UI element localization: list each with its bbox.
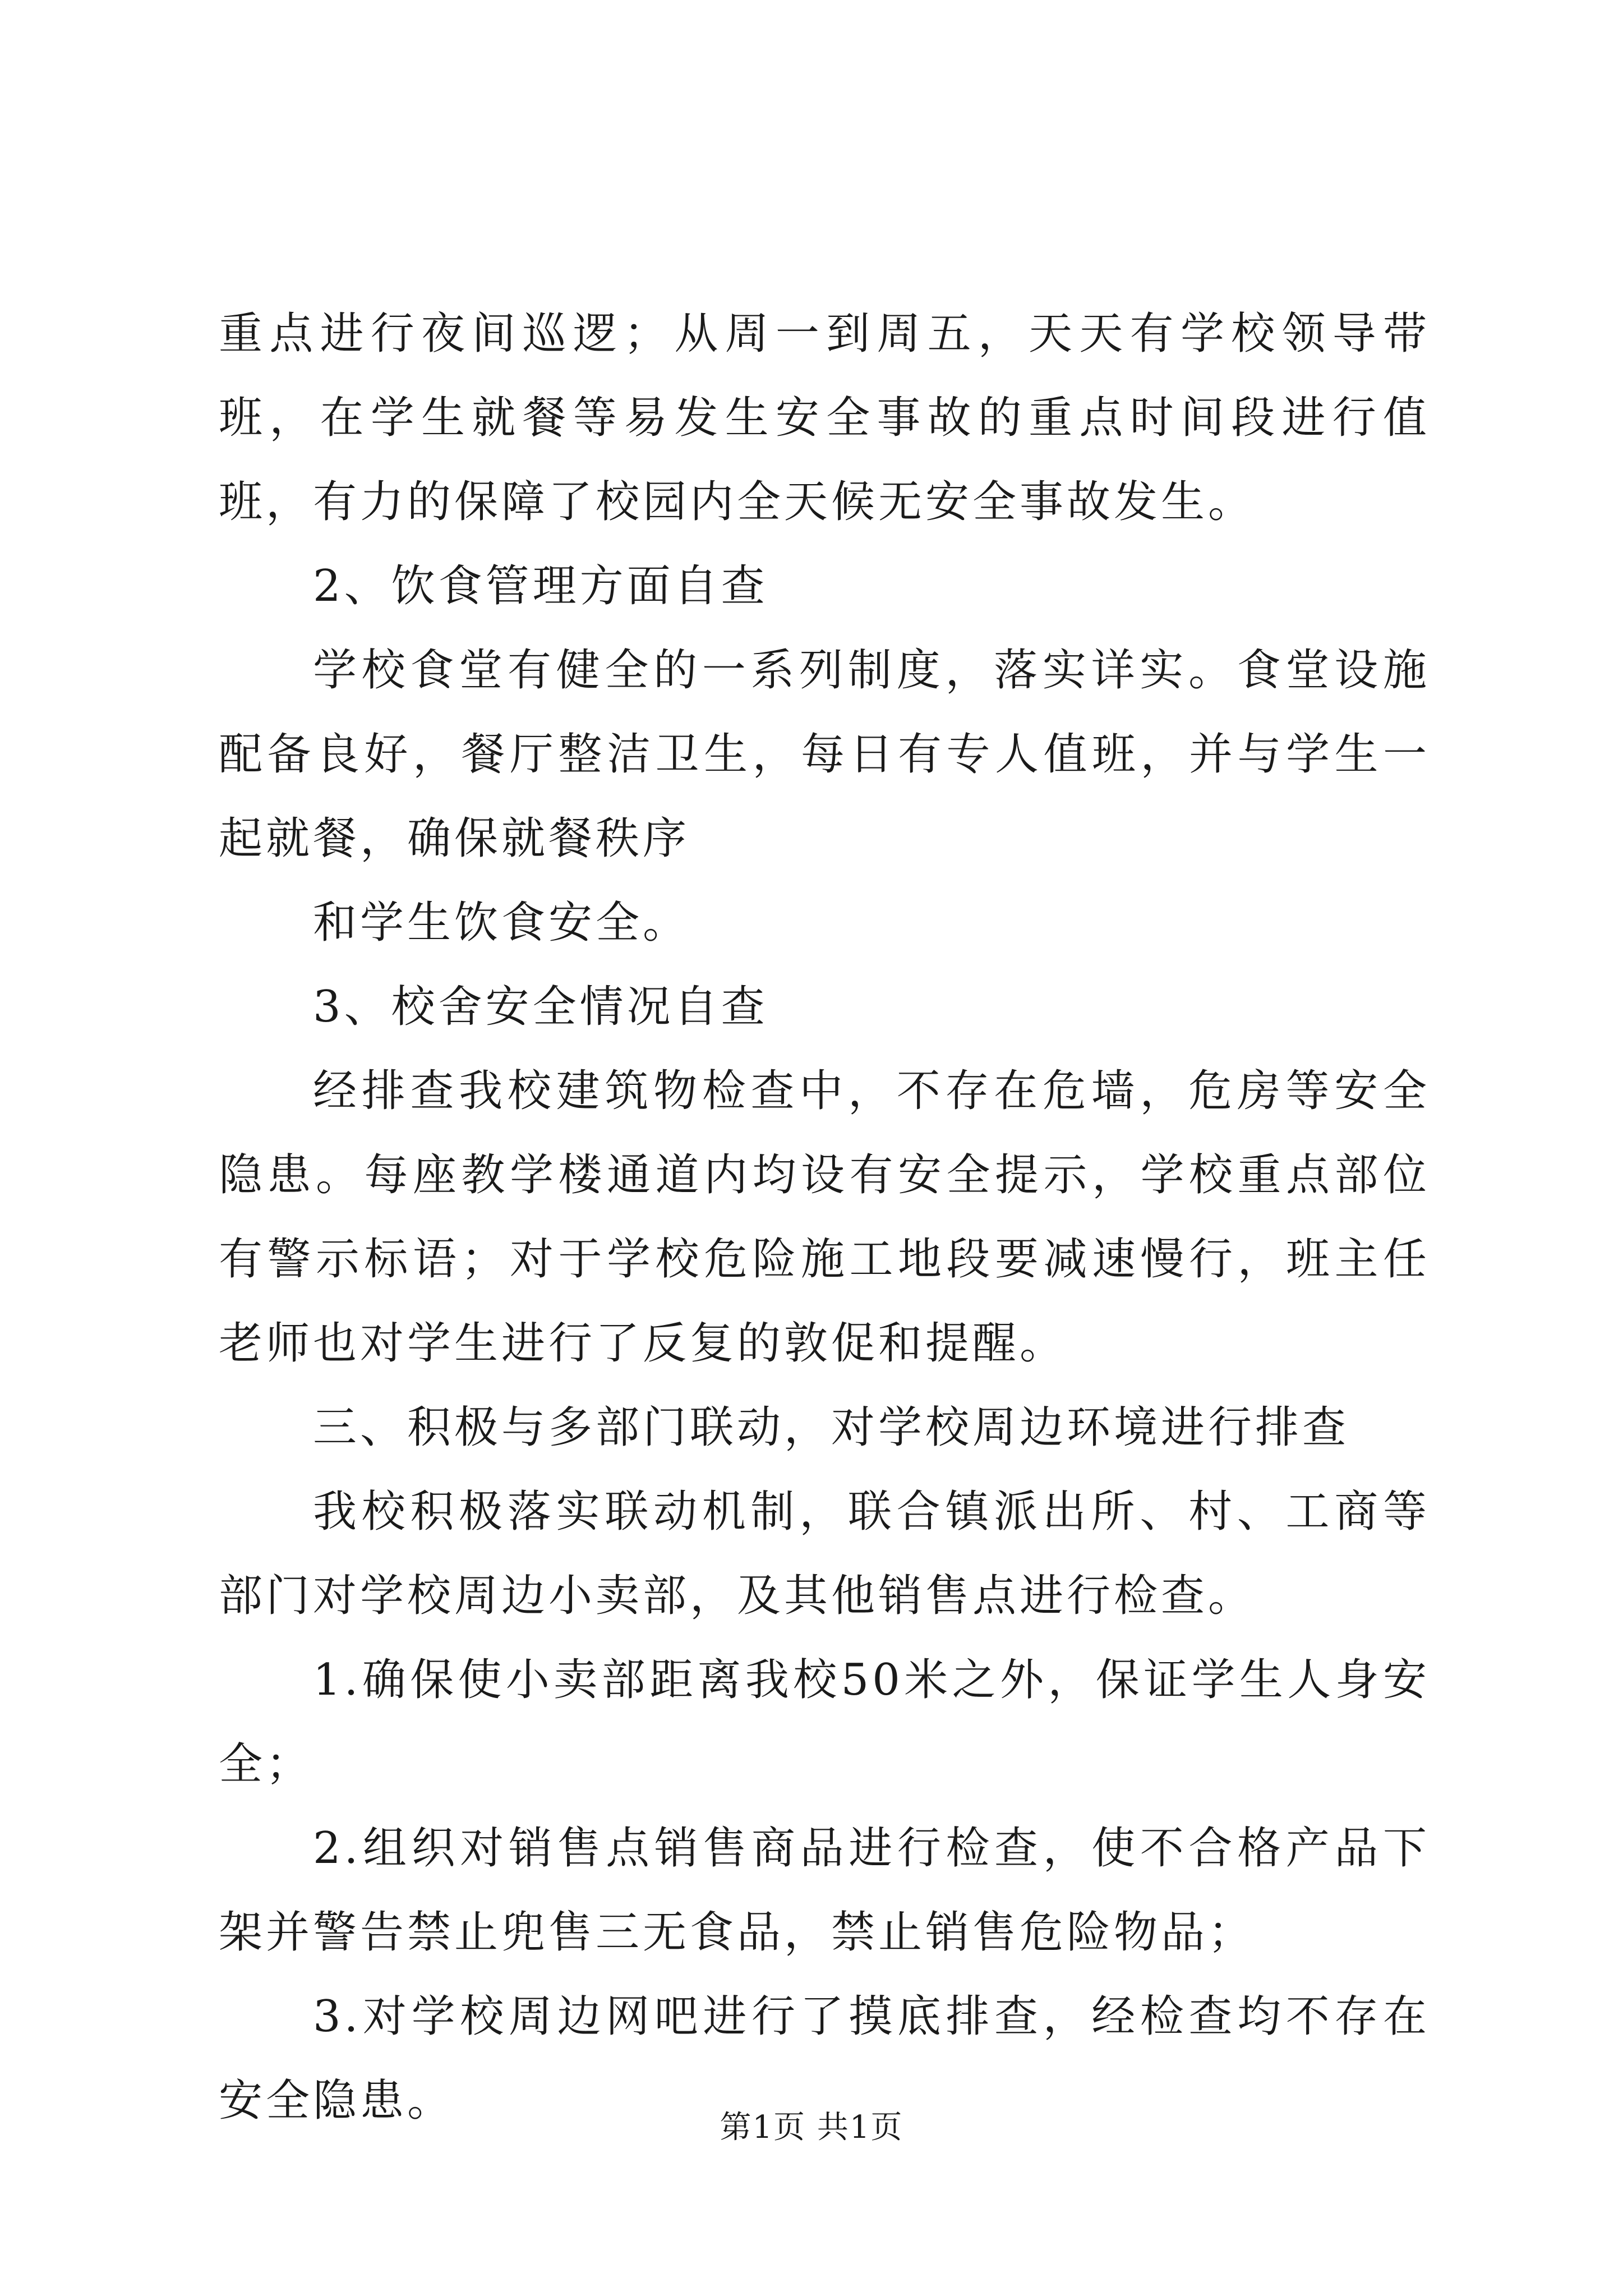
paragraph-canteen: 学校食堂有健全的一系列制度，落实详实。食堂设施配备良好，餐厅整洁卫生，每日有专人值班，并与学生一起就餐，确保就餐秩序 (219, 645, 1430, 864)
list-item-1: 1.确保使小卖部距离我校50米之外，保证学生人身安全； (219, 1655, 1430, 1789)
list-item-3: 3.对学校周边网吧进行了摸底排查，经检查均不存在安全隐患。 (219, 1991, 1430, 2126)
section-heading-surroundings: 三、积极与多部门联动，对学校周边环境进行排查 (313, 1402, 1350, 1453)
paragraph-surroundings: 我校积极落实联动机制，联合镇派出所、村、工商等部门对学校周边小卖部，及其他销售点进行检查。 (219, 1487, 1430, 1621)
page-footer: 第1页 共1页 (720, 2109, 903, 2146)
paragraph-1: 重点进行夜间巡逻；从周一到周五，天天有学校领导带班，在学生就餐等易发生安全事故的重点时间段进行值班，有力的保障了校园内全天候无安全事故发生。 (219, 309, 1430, 527)
section-heading-buildings: 3、校舍安全情况自查 (313, 982, 768, 1032)
document-body (219, 292, 1430, 2143)
section-heading-diet: 2、饮食管理方面自查 (313, 561, 768, 611)
list-item-2: 2.组织对销售点销售商品进行检查，使不合格产品下架并警告禁止兜售三无食品，禁止销售危险物品； (219, 1823, 1430, 1958)
paragraph-buildings: 经排查我校建筑物检查中，不存在危墙，危房等安全隐患。每座教学楼通道内均设有安全提示，学校重点部位有警示标语；对于学校危险施工地段要减速慢行，班主任老师也对学生进行了反复的敦促和提醒。 (219, 1066, 1430, 1369)
paragraph-canteen-cont: 和学生饮食安全。 (313, 898, 690, 948)
